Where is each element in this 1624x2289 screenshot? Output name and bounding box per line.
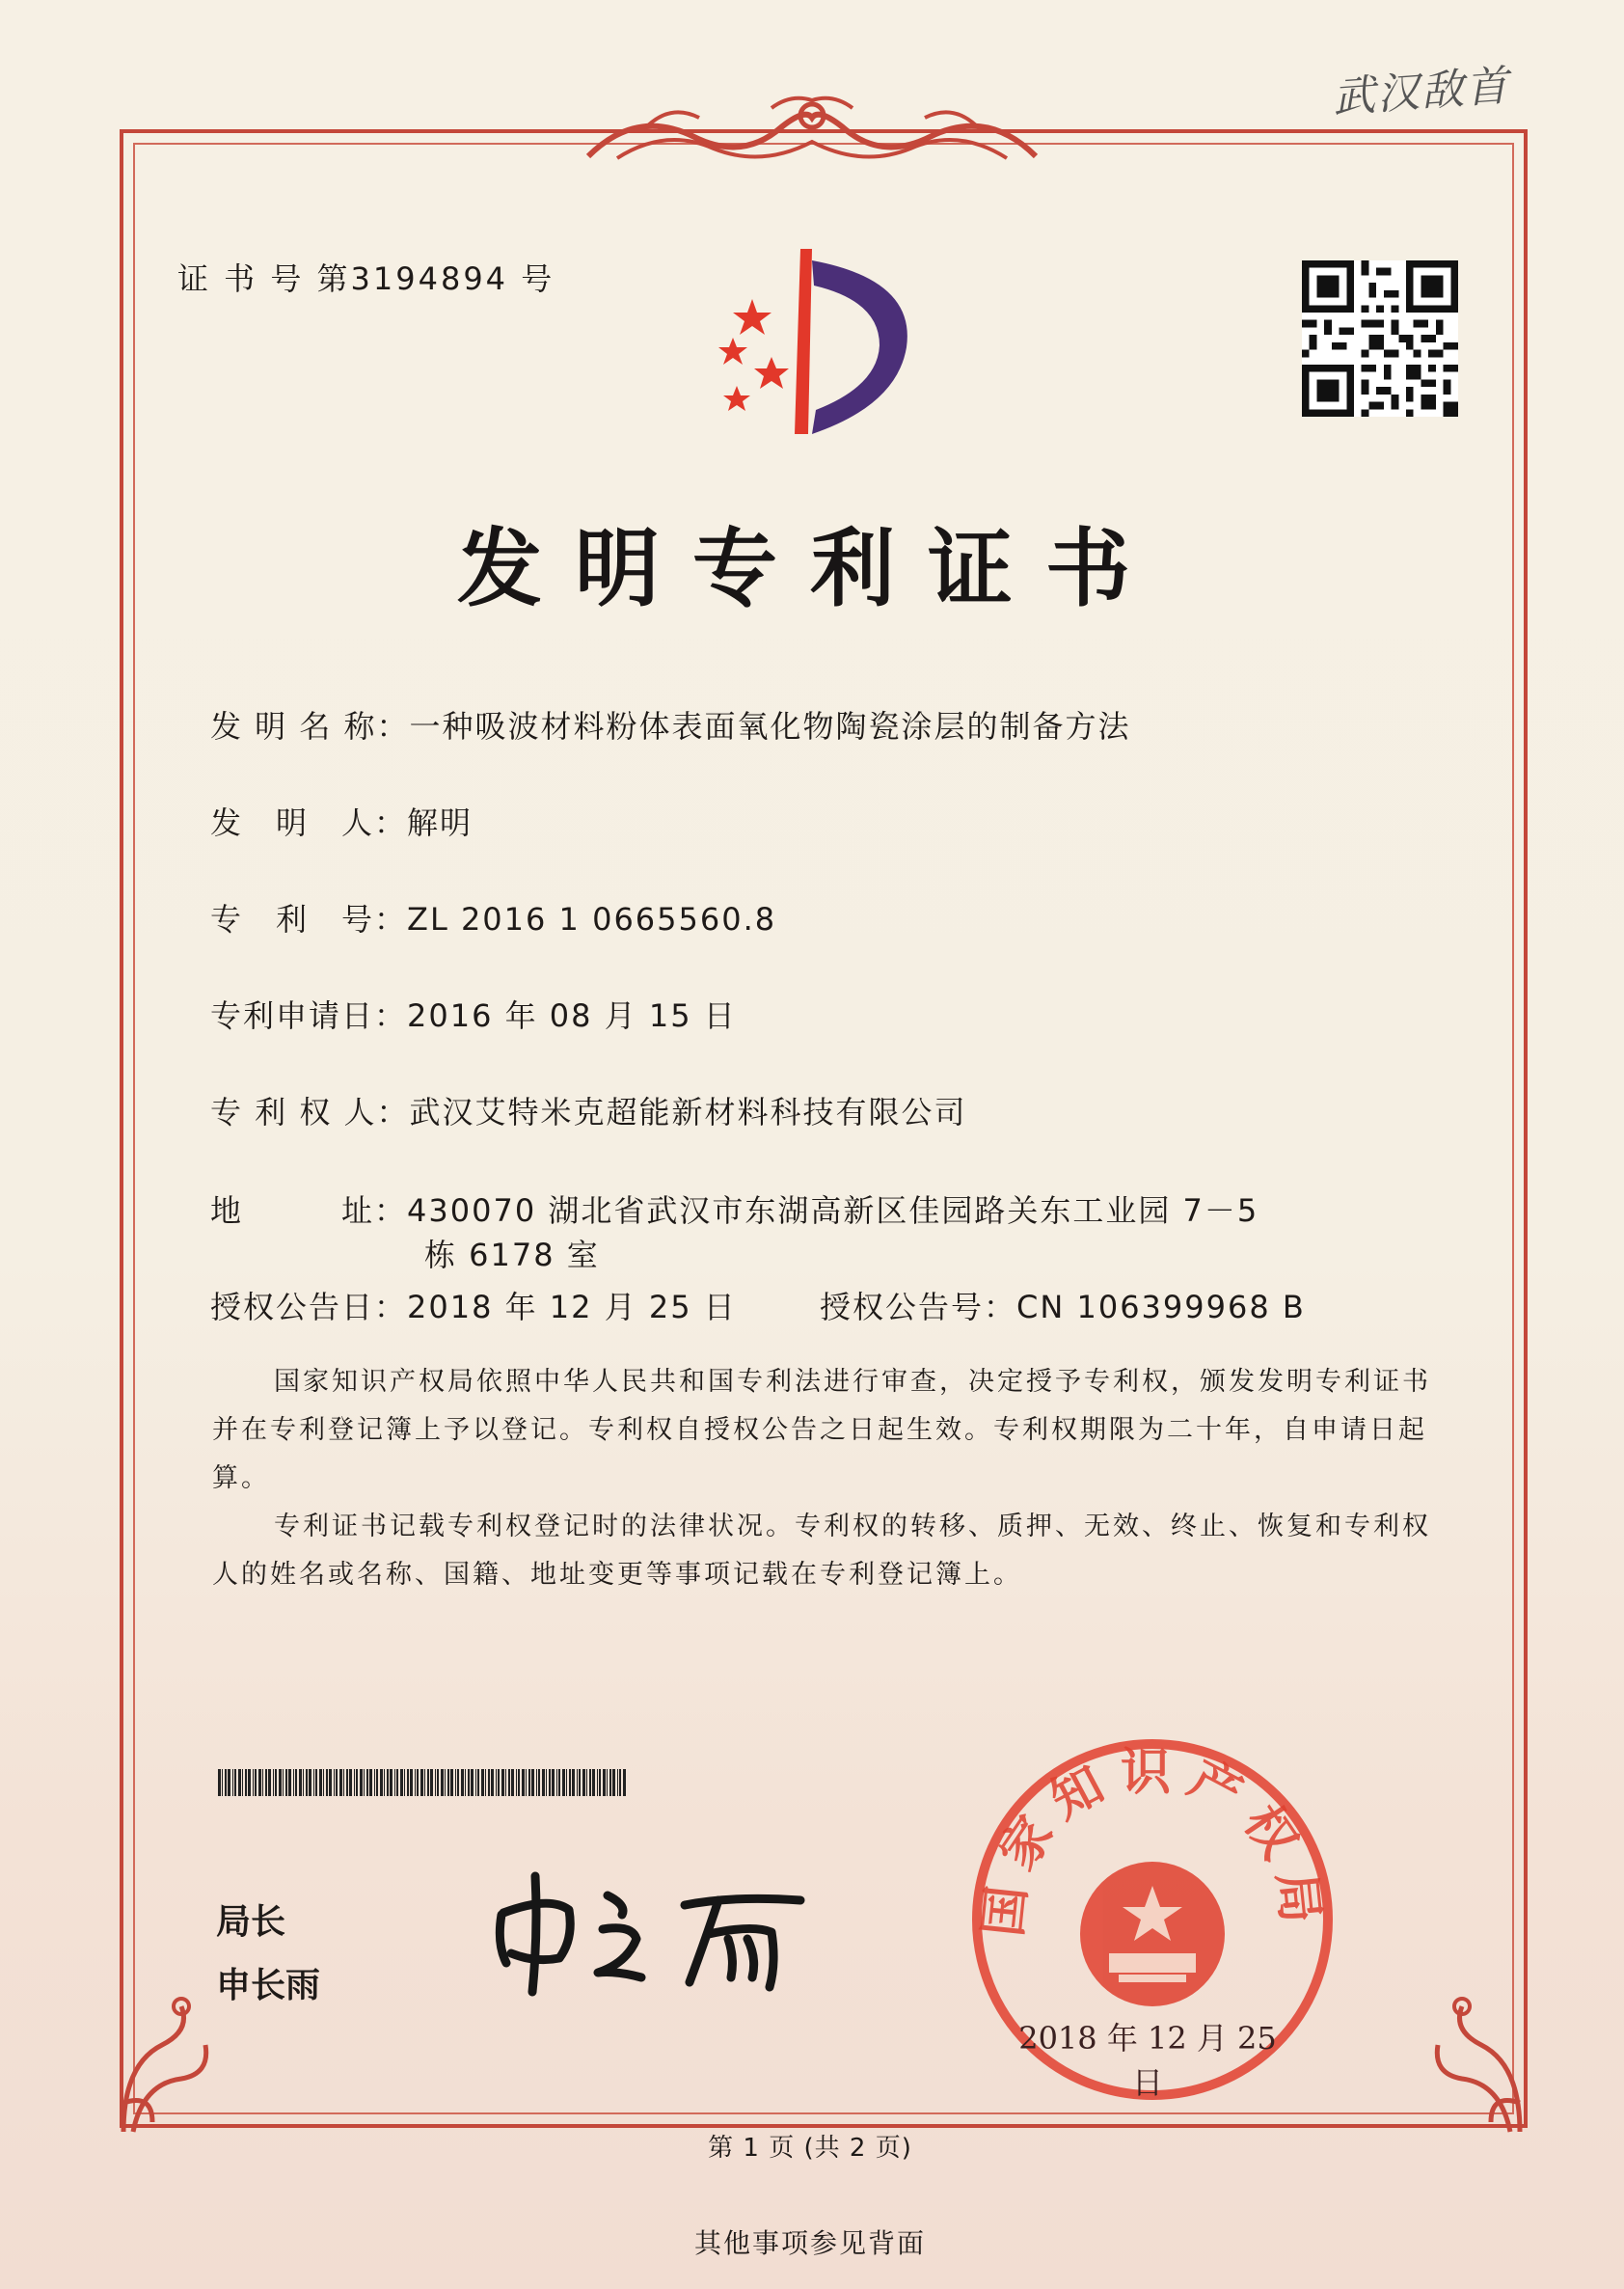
statement-paragraph-2: 专利证书记载专利权登记时的法律状况。专利权的转移、质押、无效、终止、恢复和专利权人的姓名或名称、国籍、地址变更等事项记载在专利登记簿上。 — [212, 1512, 1431, 1590]
patentee-row — [210, 1088, 967, 1132]
grant-date-value: 2018 年 12 月 25 日 — [407, 1289, 737, 1325]
patent-number-value: ZL 2016 1 0665560.8 — [407, 901, 777, 938]
seal-text: 国家知识产权局 — [974, 1744, 1331, 1940]
director-title: 局长 — [216, 1902, 286, 1942]
patent-office-logo-icon — [694, 241, 945, 444]
handwritten-note: 武汉敌首 — [1331, 61, 1512, 123]
address-line-2: 栋 6178 室 — [424, 1237, 600, 1273]
inventor-row — [210, 799, 473, 843]
address-label: 地 址： — [210, 1192, 408, 1229]
page-number: 第 1 页 (共 2 页) — [708, 2134, 912, 2163]
patentee-label: 专 利 权 人： — [210, 1094, 410, 1131]
bottom-left-ornament-icon — [114, 1987, 230, 2141]
director-name: 申长雨 — [216, 1966, 321, 2005]
grant-date-label: 授权公告日： — [210, 1289, 408, 1325]
application-date-label: 专利申请日： — [210, 997, 408, 1034]
invention-title-row — [210, 702, 1131, 747]
director-block — [216, 1891, 320, 2018]
patentee-value: 武汉艾特米克超能新材料科技有限公司 — [409, 1094, 967, 1131]
barcode-icon — [218, 1769, 627, 1796]
seal-date: 2018 年 12 月 25 日 — [1018, 2020, 1277, 2101]
invention-title-label: 发 明 名 称： — [210, 708, 410, 745]
grant-date-row — [210, 1283, 737, 1327]
patent-number-row — [210, 895, 776, 940]
invention-title-value: 一种吸波材料粉体表面氧化物陶瓷涂层的制备方法 — [409, 708, 1131, 745]
address-row — [210, 1186, 1259, 1231]
patent-number-label: 专 利 号： — [210, 901, 408, 938]
certificate-title: 发明专利证书 — [456, 519, 1163, 618]
top-ornament-icon — [579, 89, 1045, 176]
address-line-1: 430070 湖北省武汉市东湖高新区佳园路关东工业园 7－5 — [407, 1192, 1259, 1229]
grant-number-value: CN 106399968 B — [1016, 1289, 1306, 1325]
grant-number-row — [820, 1283, 1306, 1327]
footer-note: 其他事项参见背面 — [693, 2227, 926, 2259]
certificate-number: 证 书 号 第3194894 号 — [177, 260, 555, 297]
application-date-value: 2016 年 08 月 15 日 — [407, 997, 737, 1034]
bottom-right-ornament-icon — [1414, 1987, 1529, 2141]
inventor-label: 发 明 人： — [210, 804, 408, 841]
grant-number-label: 授权公告号： — [820, 1289, 1017, 1325]
statement-paragraph-1: 国家知识产权局依照中华人民共和国专利法进行审查，决定授予专利权，颁发发明专利证书并在专利登记簿上予以登记。专利权自授权公告之日起生效。专利权期限为二十年，自申请日起算。 — [212, 1367, 1431, 1493]
application-date-row — [210, 992, 737, 1036]
inventor-value: 解明 — [407, 804, 474, 841]
director-signature-icon — [482, 1857, 829, 2002]
qr-code-icon — [1302, 260, 1458, 417]
